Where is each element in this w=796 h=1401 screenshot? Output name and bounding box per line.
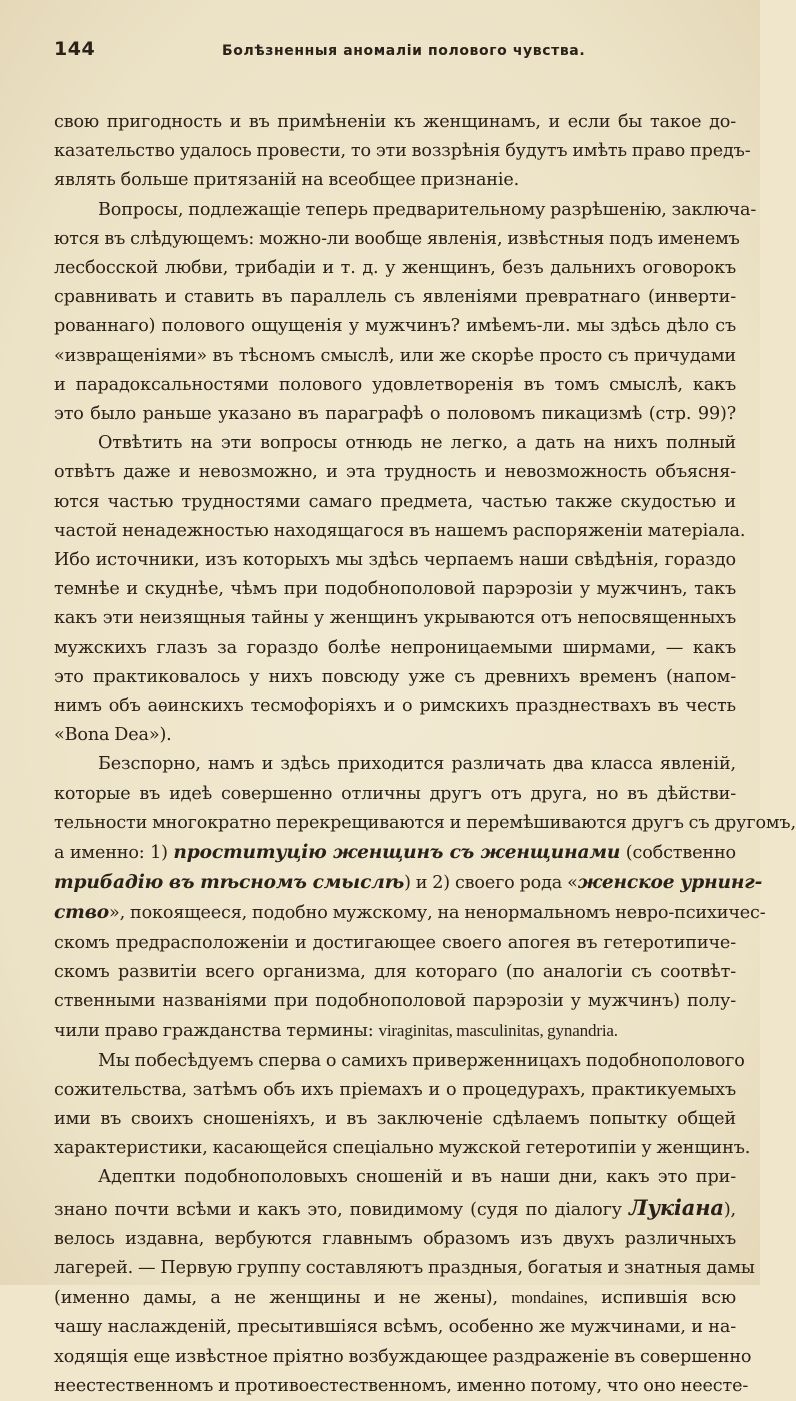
emphasis-text: женское урнинг-	[577, 872, 763, 894]
text-line: Вопросы, подлежащіе теперь предварительному разрѣшенію, заключа-	[98, 199, 757, 220]
paragraph-6	[54, 1163, 755, 1401]
text-line: ются въ слѣдующемъ: можно-ли вообще явленія, извѣстныя подъ именемъ	[54, 228, 740, 249]
text-line: рованнаго) полового ощущенія у мужчинъ? имѣемъ-ли. мы здѣсь дѣло съ	[54, 316, 736, 337]
text-line: неестественномъ и противоестественномъ, именно потому, что оно неесте-	[54, 1375, 749, 1396]
text-line: скомъ развитіи всего организма, для котораго (по аналогіи съ соотвѣт-	[54, 961, 736, 982]
text-line: отвѣтъ даже и невозможно, и эта трудность и невозможность объясня-	[54, 462, 736, 483]
text-line: являть больше притязаній на всеобщее признаніе.	[54, 170, 520, 191]
text-line: скомъ предрасположеніи и достигающее своего апогея въ гетеротипиче-	[54, 932, 736, 953]
text-fragment: ),	[723, 1199, 736, 1220]
text-fragment: (собственно	[625, 843, 736, 864]
text-line	[54, 1016, 736, 1046]
text-line	[54, 1283, 736, 1313]
text-line: это было раньше указано въ параграфѣ о половомъ пикацизмѣ (стр. 99)?	[54, 404, 736, 425]
text-line: Безспорно, намъ и здѣсь приходится различать два класса явленій,	[98, 754, 736, 775]
text-line: тельности многократно перекрещиваются и перемѣшиваются другъ съ другомъ,	[54, 812, 796, 833]
paragraph-1	[54, 108, 751, 196]
text-line: лесбосской любви, трибадіи и т. д. у женщинъ, безъ дальнихъ оговорокъ	[54, 258, 736, 279]
emphasis-text: трибадію въ тѣсномъ смыслѣ	[54, 872, 405, 894]
text-line: мужскихъ глазъ за гораздо болѣе непроницаемыми ширмами, — какъ	[54, 637, 736, 658]
text-line: ими въ своихъ сношеніяхъ, и въ заключеніе сдѣлаемъ попытку общей	[54, 1108, 736, 1129]
text-line: чашу наслажденій, пресытившіяся всѣмъ, особенно же мужчинами, и на-	[54, 1317, 736, 1338]
text-line: «извращеніями» въ тѣсномъ смыслѣ, или же скорѣе просто съ причудами	[54, 345, 736, 366]
text-line: лагерей. — Первую группу составляютъ праздныя, богатыя и знатныя дамы	[54, 1257, 755, 1278]
text-line: Мы побесѣдуемъ сперва о самихъ приверженницахъ подобнополового	[98, 1050, 745, 1071]
page-number: 144	[54, 38, 96, 60]
text-line: «Bona Dea»).	[54, 725, 172, 746]
text-line: характеристики, касающейся спеціально мужской гетеротипіи у женщинъ.	[54, 1138, 751, 1159]
body-text	[54, 108, 796, 1401]
text-line: и парадоксальностями полового удовлетворенія въ томъ смыслѣ, какъ	[54, 374, 736, 395]
text-line: частой ненадежностью находящагося въ нашемъ распоряженіи матеріала.	[54, 520, 746, 541]
text-line: ственными названіями при подобнополовой парэрозіи у мужчинъ) полу-	[54, 991, 736, 1012]
paragraph-4	[54, 750, 796, 1046]
text-line: свою пригодность и въ примѣненіи къ женщинамъ, и если бы такое до-	[54, 112, 736, 132]
text-line: Ибо источники, изъ которыхъ мы здѣсь черпаемъ наши свѣдѣнія, гораздо	[54, 550, 736, 571]
text-line: которые въ идеѣ совершенно отличны другъ отъ друга, но въ дѣйстви-	[54, 783, 736, 804]
text-fragment: знано почти всѣми и какъ это, повидимому (судя по діалогу	[54, 1199, 622, 1220]
paragraph-5	[54, 1047, 751, 1164]
emphasis-text: ство	[54, 902, 110, 924]
text-line	[54, 868, 763, 898]
paragraph-3	[54, 429, 746, 750]
text-fragment: ) и 2) своего рода «	[404, 873, 578, 894]
running-title: Болѣзненныя аномаліи полового чувства.	[222, 43, 586, 59]
page-header	[54, 38, 736, 68]
text-fragment: испившія всю	[601, 1288, 736, 1309]
text-line: казательство удалось провести, то эти воззрѣнія будутъ имѣть право предъ-	[54, 141, 751, 162]
text-line: это практиковалось у нихъ повсюду уже съ древнихъ временъ (напом-	[54, 666, 736, 687]
paragraph-2	[54, 196, 757, 430]
text-line: сравнивать и ставить въ параллель съ явленіями превратнаго (инверти-	[54, 287, 736, 308]
text-line: Адептки подобнополовыхъ сношеній и въ наши дни, какъ это при-	[98, 1167, 736, 1188]
text-line: Отвѣтить на эти вопросы отнюдь не легко, а дать на нихъ полный	[98, 433, 736, 454]
text-line	[54, 1193, 736, 1225]
emphasis-text: проституцію женщинъ съ женщинами	[173, 842, 621, 864]
latin-terms: viraginitas, masculinitas, gynandria.	[378, 1021, 618, 1041]
text-line: какъ эти неизящныя тайны у женщинъ укрываются отъ непосвященныхъ	[54, 608, 736, 629]
latin-term: mondaines,	[511, 1288, 588, 1308]
text-line: нимъ объ аѳинскихъ тесмофоріяхъ и о римскихъ празднествахъ въ честь	[54, 696, 736, 717]
text-fragment: а именно: 1)	[54, 843, 168, 864]
emphasis-text: Лукіана	[629, 1194, 724, 1220]
text-line: ются частью трудностями самаго предмета, частью также скудостью и	[54, 491, 736, 512]
text-fragment: (именно дамы, а не женщины и не жены),	[54, 1288, 498, 1309]
text-line: темнѣе и скуднѣе, чѣмъ при подобнополовой парэрозіи у мужчинъ, такъ	[54, 579, 736, 600]
text-fragment: », покоящееся, подобно мужскому, на ненормальномъ невро-психичес-	[109, 903, 766, 924]
text-line: сожительства, затѣмъ объ ихъ пріемахъ и о процедурахъ, практикуемыхъ	[54, 1079, 736, 1100]
text-line	[54, 898, 766, 928]
text-line	[54, 838, 736, 868]
text-line: велось издавна, вербуются главнымъ образомъ изъ двухъ различныхъ	[54, 1228, 736, 1249]
text-line: ходящія еще извѣстное пріятно возбуждающее раздраженіе въ совершенно	[54, 1346, 752, 1367]
text-fragment: чили право гражданства термины:	[54, 1021, 374, 1042]
